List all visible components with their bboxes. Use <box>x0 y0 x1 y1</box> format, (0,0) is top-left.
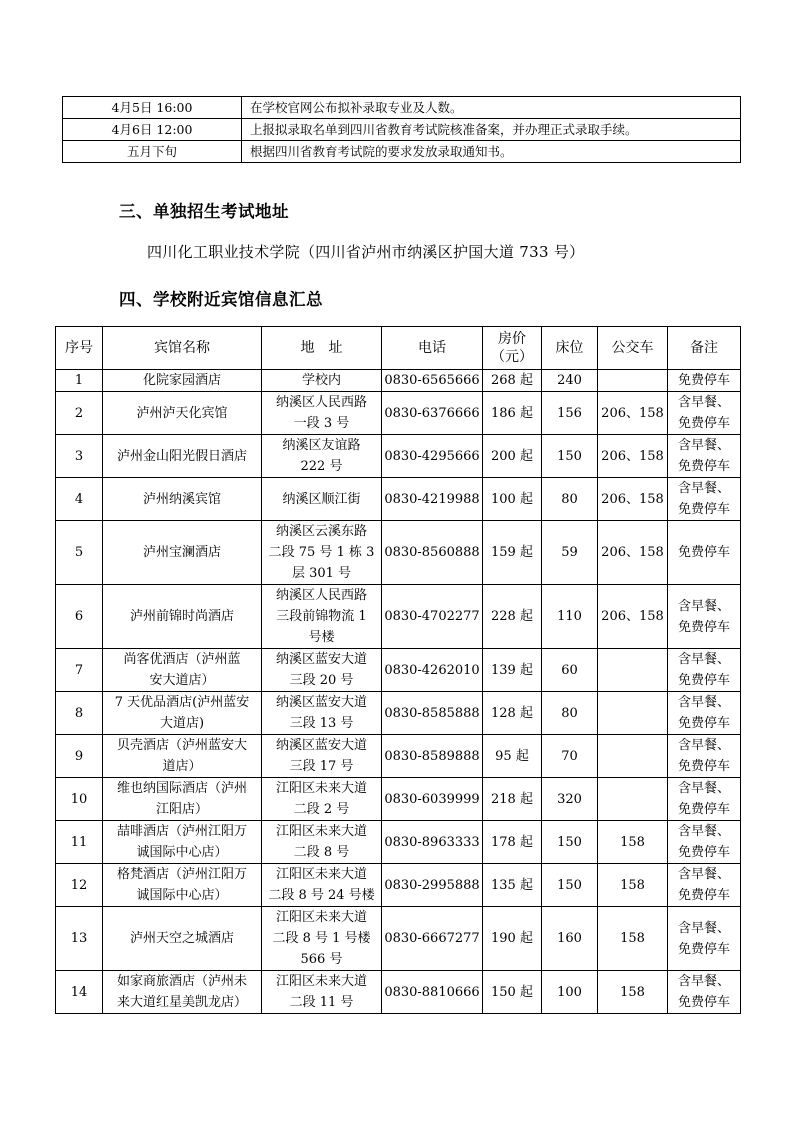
cell-note-line: 免费停车 <box>677 759 730 774</box>
cell-note-line: 免费停车 <box>677 941 730 957</box>
cell-bus: 206、158 <box>598 392 668 435</box>
table-row <box>56 521 741 585</box>
cell-phone: 0830-6376666 <box>382 392 483 435</box>
header-phone: 电话 <box>382 327 483 370</box>
cell-hotel-name-line: 来大道红星美凯龙店） <box>116 995 247 1010</box>
cell-note <box>668 821 741 864</box>
header-price <box>483 327 542 370</box>
cell-note-line: 免费停车 <box>677 502 730 517</box>
header-price-line1: 房价 <box>498 331 526 347</box>
cell-note-line: 免费停车 <box>677 716 730 731</box>
cell-note-line: 免费停车 <box>677 416 730 431</box>
cell-note <box>668 649 741 692</box>
cell-no: 5 <box>56 521 103 585</box>
cell-hotel-name-line: 格梵酒店（泸州江阳万 <box>116 867 247 882</box>
cell-address-line: 号楼 <box>308 630 335 645</box>
cell-no: 3 <box>56 435 103 478</box>
cell-no: 12 <box>56 864 103 907</box>
cell-beds: 160 <box>542 907 598 971</box>
header-row <box>56 327 741 370</box>
cell-address <box>262 392 382 435</box>
cell-note <box>668 370 741 392</box>
cell-address-line: 三段 20 号 <box>289 673 354 688</box>
cell-beds: 80 <box>542 478 598 521</box>
cell-address-line: 江阳区未来大道 <box>275 974 367 989</box>
cell-address-line: 层 301 号 <box>291 566 352 581</box>
table-row <box>56 649 741 692</box>
cell-note <box>668 778 741 821</box>
cell-hotel-name <box>103 585 262 649</box>
cell-phone: 0830-6565666 <box>382 370 483 392</box>
cell-hotel-name-line: 维也纳国际酒店（泸州 <box>116 781 247 796</box>
cell-price: 186 起 <box>483 392 542 435</box>
cell-hotel-name <box>103 907 262 971</box>
cell-price: 200 起 <box>483 435 542 478</box>
cell-note-line: 免费停车 <box>677 459 730 474</box>
cell-price: 268 起 <box>483 370 542 392</box>
cell-address-line: 纳溪区友谊路 <box>282 438 361 453</box>
cell-price: 159 起 <box>483 521 542 585</box>
cell-beds: 240 <box>542 370 598 392</box>
cell-hotel-name-line: 安大道店） <box>149 673 215 688</box>
cell-no: 9 <box>56 735 103 778</box>
cell-note-line: 含早餐、 <box>677 974 730 989</box>
cell-price: 218 起 <box>483 778 542 821</box>
cell-bus <box>598 778 668 821</box>
cell-hotel-name <box>103 435 262 478</box>
cell-address-line: 江阳区未来大道 <box>275 867 367 882</box>
cell-address-line: 江阳区未来大道 <box>275 910 367 925</box>
cell-hotel-name-line: 尚客优酒店（泸州蓝 <box>123 652 241 667</box>
cell-note-line: 含早餐、 <box>677 867 730 882</box>
table-row <box>56 907 741 971</box>
cell-note <box>668 971 741 1014</box>
cell-address <box>262 649 382 692</box>
cell-address-line: 566 号 <box>300 952 343 967</box>
cell-address-line: 三段 17 号 <box>289 759 354 774</box>
cell-beds: 156 <box>542 392 598 435</box>
cell-phone: 0830-8963333 <box>382 821 483 864</box>
cell-phone: 0830-4702277 <box>382 585 483 649</box>
cell-note <box>668 435 741 478</box>
schedule-time: 五月下旬 <box>63 141 242 163</box>
cell-phone: 0830-6039999 <box>382 778 483 821</box>
cell-address-line: 纳溪区人民西路 <box>275 395 367 410</box>
hotel-table-body <box>56 370 741 1014</box>
cell-hotel-name-line: 泸州泸天化宾馆 <box>136 405 228 421</box>
cell-hotel-name-line: 泸州宝澜酒店 <box>142 545 221 560</box>
cell-note <box>668 692 741 735</box>
schedule-row <box>63 119 741 141</box>
cell-price: 190 起 <box>483 907 542 971</box>
cell-beds: 80 <box>542 692 598 735</box>
header-no: 序号 <box>56 327 103 370</box>
header-beds: 床位 <box>542 327 598 370</box>
cell-hotel-name-line: 喆啡酒店（泸州江阳万 <box>116 824 247 839</box>
cell-bus: 158 <box>598 821 668 864</box>
schedule-time: 4月5日 16:00 <box>63 97 242 119</box>
schedule-description: 根据四川省教育考试院的要求发放录取通知书。 <box>242 141 741 163</box>
cell-address <box>262 864 382 907</box>
cell-phone: 0830-8560888 <box>382 521 483 585</box>
cell-address-line: 江阳区未来大道 <box>275 781 367 796</box>
cell-address <box>262 521 382 585</box>
cell-hotel-name-line: 道店） <box>162 759 202 774</box>
cell-note-line: 含早餐、 <box>677 652 730 667</box>
cell-hotel-name <box>103 778 262 821</box>
cell-note <box>668 907 741 971</box>
cell-address-line: 二段 11 号 <box>289 995 354 1010</box>
cell-bus: 158 <box>598 907 668 971</box>
cell-price: 128 起 <box>483 692 542 735</box>
cell-note <box>668 478 741 521</box>
cell-hotel-name <box>103 735 262 778</box>
cell-beds: 60 <box>542 649 598 692</box>
cell-hotel-name-line: 贝壳酒店（泸州蓝安大 <box>116 738 247 753</box>
table-row <box>56 435 741 478</box>
cell-no: 2 <box>56 392 103 435</box>
cell-price: 139 起 <box>483 649 542 692</box>
cell-bus <box>598 692 668 735</box>
cell-beds: 150 <box>542 864 598 907</box>
cell-beds: 70 <box>542 735 598 778</box>
cell-hotel-name <box>103 864 262 907</box>
cell-bus <box>598 649 668 692</box>
cell-no: 7 <box>56 649 103 692</box>
cell-note-line: 免费停车 <box>677 995 730 1010</box>
cell-hotel-name <box>103 370 262 392</box>
cell-hotel-name-line: 江阳店） <box>155 802 208 817</box>
cell-no: 4 <box>56 478 103 521</box>
table-row <box>56 971 741 1014</box>
cell-address <box>262 370 382 392</box>
schedule-description: 在学校官网公布拟补录取专业及人数。 <box>242 97 741 119</box>
cell-address-line: 学校内 <box>301 373 341 388</box>
cell-hotel-name <box>103 692 262 735</box>
cell-hotel-name-line: 诚国际中心店） <box>136 845 228 860</box>
cell-price: 228 起 <box>483 585 542 649</box>
cell-note <box>668 521 741 585</box>
header-bus: 公交车 <box>598 327 668 370</box>
cell-address-line: 一段 3 号 <box>293 416 350 431</box>
table-row <box>56 585 741 649</box>
cell-hotel-name <box>103 521 262 585</box>
cell-bus: 158 <box>598 971 668 1014</box>
cell-note <box>668 585 741 649</box>
cell-beds: 110 <box>542 585 598 649</box>
cell-address <box>262 778 382 821</box>
cell-beds: 59 <box>542 521 598 585</box>
cell-address <box>262 735 382 778</box>
cell-beds: 150 <box>542 821 598 864</box>
cell-price: 135 起 <box>483 864 542 907</box>
cell-hotel-name-line: 7 天优品酒店(泸州蓝安 <box>114 695 250 710</box>
cell-note-line: 免费停车 <box>677 619 730 635</box>
cell-hotel-name <box>103 821 262 864</box>
cell-phone: 0830-4219988 <box>382 478 483 521</box>
table-row <box>56 735 741 778</box>
schedule-table <box>62 96 741 163</box>
cell-address <box>262 692 382 735</box>
cell-bus: 158 <box>598 864 668 907</box>
cell-address-line: 纳溪区云溪东路 <box>275 524 367 539</box>
cell-hotel-name <box>103 478 262 521</box>
cell-phone: 0830-8589888 <box>382 735 483 778</box>
cell-beds: 150 <box>542 435 598 478</box>
schedule-row <box>63 141 741 163</box>
cell-hotel-name-line: 如家商旅酒店（泸州未 <box>116 974 247 989</box>
header-name: 宾馆名称 <box>103 327 262 370</box>
schedule-description: 上报拟录取名单到四川省教育考试院核准备案，并办理正式录取手续。 <box>242 119 741 141</box>
header-price-line2: （元） <box>491 349 533 365</box>
cell-price: 178 起 <box>483 821 542 864</box>
cell-bus: 206、158 <box>598 435 668 478</box>
hotel-table <box>55 326 741 1014</box>
cell-phone: 0830-8585888 <box>382 692 483 735</box>
cell-phone: 0830-8810666 <box>382 971 483 1014</box>
cell-phone: 0830-4262010 <box>382 649 483 692</box>
cell-phone: 0830-2995888 <box>382 864 483 907</box>
cell-bus <box>598 735 668 778</box>
cell-bus: 206、158 <box>598 585 668 649</box>
cell-bus <box>598 370 668 392</box>
cell-address <box>262 821 382 864</box>
cell-hotel-name <box>103 971 262 1014</box>
table-row <box>56 370 741 392</box>
cell-note-line: 免费停车 <box>677 545 730 560</box>
cell-bus: 206、158 <box>598 478 668 521</box>
cell-address <box>262 585 382 649</box>
cell-note-line: 含早餐、 <box>677 695 730 710</box>
cell-address-line: 纳溪区蓝安大道 <box>275 652 367 667</box>
cell-address-line: 二段 75 号 1 栋 3 <box>268 545 375 560</box>
cell-address-line: 二段 8 号 1 号楼 <box>272 931 371 946</box>
cell-note <box>668 864 741 907</box>
cell-address-line: 纳溪区人民西路 <box>275 588 367 603</box>
cell-note-line: 含早餐、 <box>677 481 730 496</box>
cell-hotel-name-line: 泸州天空之城酒店 <box>129 931 234 946</box>
schedule-time: 4月6日 12:00 <box>63 119 242 141</box>
table-row <box>56 864 741 907</box>
schedule-body <box>63 97 741 163</box>
cell-note-line: 免费停车 <box>677 888 730 903</box>
cell-bus: 206、158 <box>598 521 668 585</box>
cell-note-line: 含早餐、 <box>677 395 730 410</box>
table-row <box>56 778 741 821</box>
header-address: 地 址 <box>262 327 382 370</box>
cell-address-line: 二段 8 号 <box>293 845 350 860</box>
cell-hotel-name-line: 泸州纳溪宾馆 <box>142 491 221 507</box>
cell-hotel-name-line: 泸州前锦时尚酒店 <box>129 609 234 624</box>
cell-no: 1 <box>56 370 103 392</box>
cell-note-line: 含早餐、 <box>677 920 730 936</box>
cell-address <box>262 907 382 971</box>
cell-no: 8 <box>56 692 103 735</box>
cell-note-line: 含早餐、 <box>677 598 730 614</box>
cell-address-line: 纳溪区顺江街 <box>282 491 361 507</box>
cell-no: 14 <box>56 971 103 1014</box>
cell-address <box>262 435 382 478</box>
cell-hotel-name-line: 大道店) <box>159 716 205 731</box>
cell-no: 10 <box>56 778 103 821</box>
cell-hotel-name-line: 化院家园酒店 <box>142 373 221 388</box>
header-note: 备注 <box>668 327 741 370</box>
cell-price: 100 起 <box>483 478 542 521</box>
cell-beds: 100 <box>542 971 598 1014</box>
cell-note-line: 含早餐、 <box>677 438 730 453</box>
cell-hotel-name-line: 泸州金山阳光假日酒店 <box>116 448 247 464</box>
cell-note-line: 免费停车 <box>677 673 730 688</box>
cell-address-line: 二段 8 号 24 号楼 <box>268 888 375 903</box>
cell-no: 11 <box>56 821 103 864</box>
cell-hotel-name <box>103 392 262 435</box>
table-row <box>56 692 741 735</box>
cell-note-line: 免费停车 <box>677 373 730 388</box>
cell-address-line: 三段 13 号 <box>289 716 354 731</box>
cell-hotel-name <box>103 649 262 692</box>
table-row <box>56 478 741 521</box>
cell-address-line: 三段前锦物流 1 <box>276 609 367 624</box>
cell-note-line: 免费停车 <box>677 845 730 860</box>
cell-beds: 320 <box>542 778 598 821</box>
cell-price: 150 起 <box>483 971 542 1014</box>
cell-phone: 0830-4295666 <box>382 435 483 478</box>
section-4-heading: 四、学校附近宾馆信息汇总 <box>119 290 323 309</box>
cell-address <box>262 971 382 1014</box>
section-3-heading: 三、单独招生考试地址 <box>119 202 289 221</box>
cell-note-line: 含早餐、 <box>677 738 730 753</box>
cell-hotel-name-line: 诚国际中心店） <box>136 888 228 903</box>
cell-address-line: 二段 2 号 <box>293 802 350 817</box>
cell-note <box>668 735 741 778</box>
hotel-table-header <box>56 327 741 370</box>
exam-address: 四川化工职业技术学院（四川省泸州市纳溪区护国大道 733 号） <box>147 243 585 261</box>
cell-address <box>262 478 382 521</box>
cell-note-line: 免费停车 <box>677 802 730 817</box>
cell-phone: 0830-6667277 <box>382 907 483 971</box>
cell-address-line: 纳溪区蓝安大道 <box>275 695 367 710</box>
cell-no: 13 <box>56 907 103 971</box>
cell-note-line: 含早餐、 <box>677 781 730 796</box>
cell-no: 6 <box>56 585 103 649</box>
table-row <box>56 392 741 435</box>
schedule-row <box>63 97 741 119</box>
cell-note-line: 含早餐、 <box>677 824 730 839</box>
cell-address-line: 222 号 <box>300 459 343 474</box>
cell-address-line: 江阳区未来大道 <box>275 824 367 839</box>
cell-note <box>668 392 741 435</box>
table-row <box>56 821 741 864</box>
cell-address-line: 纳溪区蓝安大道 <box>275 738 367 753</box>
cell-price: 95 起 <box>483 735 542 778</box>
